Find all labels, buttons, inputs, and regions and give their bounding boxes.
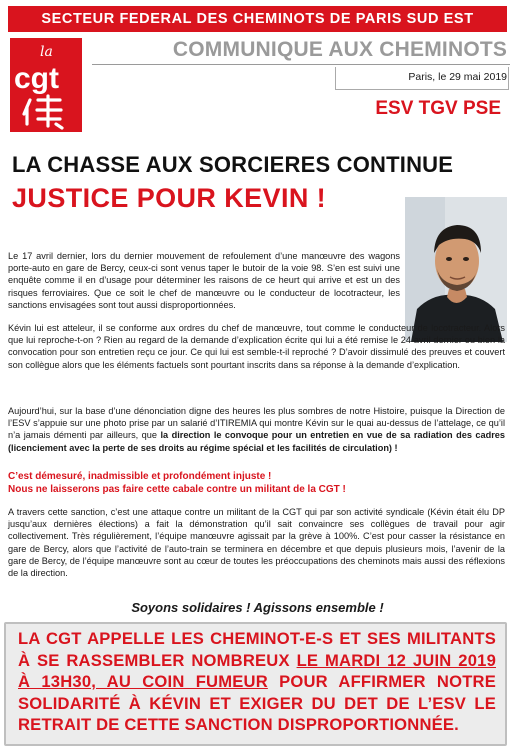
logo-cgt-text: cgt bbox=[14, 62, 59, 95]
rally-call-demand: POUR AFFIRMER NOTRE SOLIDARITÉ À KÉVIN ET EXIGER DU DET DE L’ESV LE RETRAIT DE CETTE SANCTION DISPROPORTIONNÉE. bbox=[18, 672, 496, 734]
logo-glyph-icon bbox=[24, 96, 62, 128]
indignation-line-1: C’est démesuré, inadmissible et profondément injuste ! bbox=[8, 471, 272, 482]
rally-date-place: LE MARDI 12 JUIN 2019 À 13H30, AU COIN FUMEUR bbox=[18, 650, 496, 691]
headline-secondary: JUSTICE POUR KEVIN ! bbox=[12, 183, 327, 213]
title-divider bbox=[92, 64, 510, 65]
paragraph-denunciation bbox=[8, 405, 505, 454]
headline-primary: LA CHASSE AUX SORCIERES CONTINUE bbox=[12, 152, 454, 177]
paragraph-attack: A travers cette sanction, c’est une attaque contre un militant de la CGT qui par son activité syndicale (Kévin était élu DP jusqu’aux dernières élections) a fait la démonstration qu’il sait convaincre ses collègues de travail pour agir collectivement. Très régulièrement, l’équipe manœuvre agissait par la grève à 100%. C’est pour casser la résistance en gare de Bercy, alors que l’activité de l’auto-train se terminera en décembre et que depuis plusieurs mois, l’avenir de la gare de Bercy, de l’équipe manœuvre sont au cœur de toutes les préoccupations des cheminots mais aussi des réflexions de la direction. bbox=[8, 507, 505, 579]
kevin-photo bbox=[405, 197, 507, 342]
solidarity-slogan: Soyons solidaires ! Agissons ensemble ! bbox=[131, 600, 384, 615]
indignation-line-2: Nous ne laisserons pas faire cette cabale contre un militant de la CGT ! bbox=[8, 484, 346, 495]
rally-callout-text bbox=[18, 628, 496, 736]
indignation-lines bbox=[8, 470, 346, 496]
paragraph-reproach: Kévin lui est atteleur, il se conforme aux ordres du chef de manœuvre, tout comme le conducteur de locotracteur. Alors que lui reproche-t-on ? Rien au regard de la demande d’explication écrite qui lui a été remise le 24 avril dernier ou bien la convocation pour son entretien reçu ce jour. Ce qui lui est semble-t-il reproché ? D’avoir dissimulé des preuves et couvert son collègue alors que les éléments factuels sont pourtant inscrits dans sa réponse à la demande d’explication. bbox=[8, 323, 505, 370]
paragraph-denunciation-bold: la direction le convoque pour un entretien en vue de sa radiation des cadres (licenciement avec la perte de ses droits au régime spécial et les facilités de circulation) ! bbox=[8, 430, 505, 453]
esv-label: ESV TGV PSE bbox=[375, 98, 501, 119]
cgt-logo bbox=[10, 38, 82, 132]
communique-title: COMMUNIQUE AUX CHEMINOTS bbox=[172, 38, 508, 61]
paragraph-incident: Le 17 avril dernier, lors du dernier mouvement de refoulement d’une manœuvre des wagons porte-auto en gare de Bercy, ceux-ci sont venus taper le butoir de la voie 98. S’en est suivi une enquête comme il en d’usage pour déterminer les raisons de ce heurt qui arrive et est un des risques ferroviaires. Que ce soit le chef de manœuvre ou le conducteur de locotracteur, les sanctions envisagées sont tout aussi disproportionnées. bbox=[8, 251, 400, 310]
paragraph-denunciation-text: Aujourd’hui, sur la base d’une dénonciation digne des heures les plus sombres de notre Histoire, puisque la Direction de l’ESV s’appuie sur une photo prise par un salarié d’ITIREMIA qui montre Kévin sur le quai au-dessus de l’attelage, ce qu’il n’a jamais démenti par ailleurs, que bbox=[8, 406, 505, 441]
rally-call-intro: LA CGT APPELLE LES CHEMINOT-E-S ET SES MILITANTS À SE RASSEMBLER NOMBREUX bbox=[18, 629, 496, 670]
logo-script-text: la bbox=[40, 44, 53, 60]
date-line: Paris, le 29 mai 2019 bbox=[408, 71, 507, 83]
rally-callout bbox=[4, 622, 507, 746]
top-banner: SECTEUR FEDERAL DES CHEMINOTS DE PARIS SUD EST bbox=[8, 6, 507, 32]
